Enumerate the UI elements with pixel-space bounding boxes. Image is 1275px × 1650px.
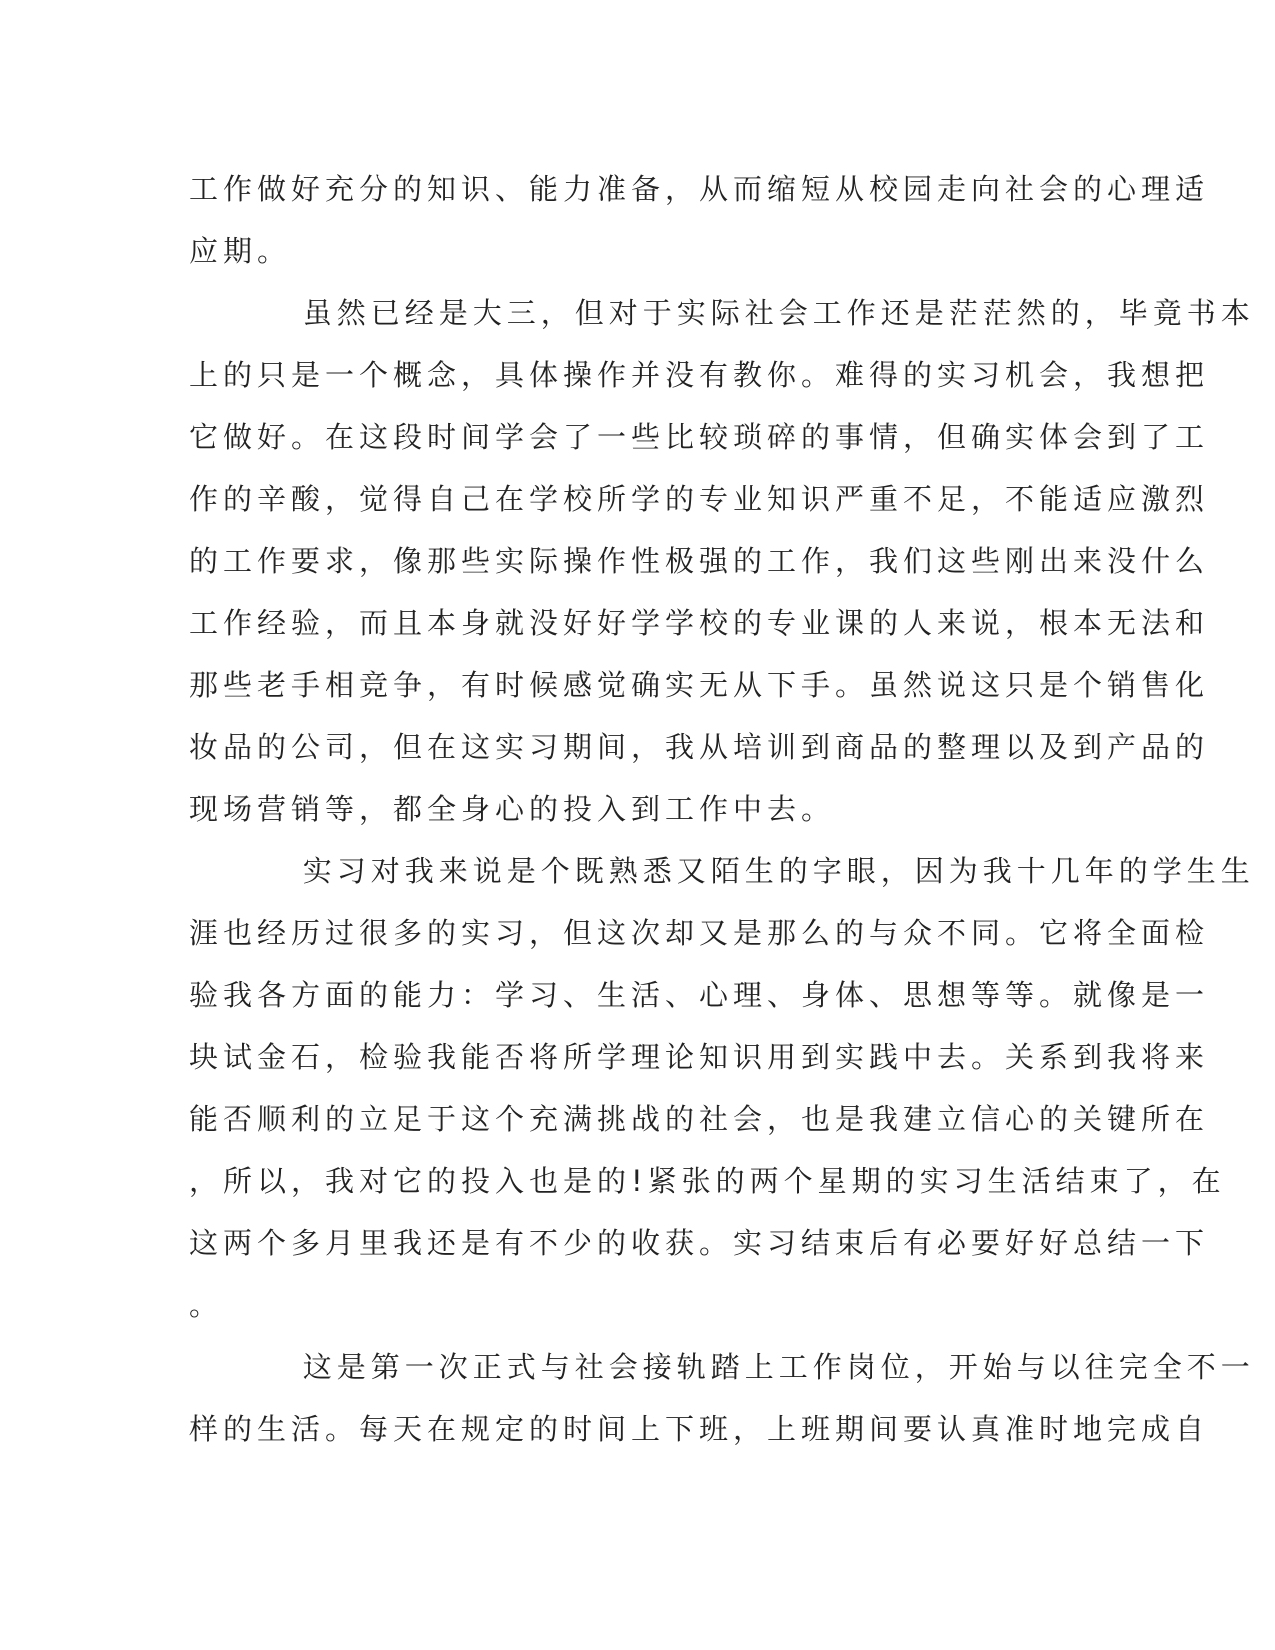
text-line: 工作经验，而且本身就没好好学学校的专业课的人来说，根本无法和 bbox=[189, 606, 1210, 640]
text-line: 现场营销等，都全身心的投入到工作中去。 bbox=[189, 792, 836, 826]
text-line: 涯也经历过很多的实习，但这次却又是那么的与众不同。它将全面检 bbox=[189, 916, 1210, 950]
text-line: 。 bbox=[189, 1288, 224, 1322]
text-line: 那些老手相竞争，有时候感觉确实无从下手。虽然说这只是个销售化 bbox=[189, 668, 1210, 702]
text-line: 验我各方面的能力：学习、生活、心理、身体、思想等等。就像是一 bbox=[189, 978, 1210, 1012]
text-line: 作的辛酸，觉得自己在学校所学的专业知识严重不足，不能适应激烈 bbox=[189, 482, 1210, 516]
text-line: 块试金石，检验我能否将所学理论知识用到实践中去。关系到我将来 bbox=[189, 1040, 1210, 1074]
text-line: 它做好。在这段时间学会了一些比较琐碎的事情，但确实体会到了工 bbox=[189, 420, 1210, 454]
text-line: 这两个多月里我还是有不少的收获。实习结束后有必要好好总结一下 bbox=[189, 1226, 1210, 1260]
text-line: 上的只是一个概念，具体操作并没有教你。难得的实习机会，我想把 bbox=[189, 358, 1210, 392]
text-line: ，所以，我对它的投入也是的!紧张的两个星期的实习生活结束了，在 bbox=[189, 1164, 1226, 1198]
text-line: 实习对我来说是个既熟悉又陌生的字眼，因为我十几年的学生生 bbox=[189, 854, 1255, 888]
document-body bbox=[189, 158, 1255, 1460]
text-line: 的工作要求，像那些实际操作性极强的工作，我们这些刚出来没什么 bbox=[189, 544, 1210, 578]
text-line: 样的生活。每天在规定的时间上下班，上班期间要认真准时地完成自 bbox=[189, 1412, 1210, 1446]
text-line: 妆品的公司，但在这实习期间，我从培训到商品的整理以及到产品的 bbox=[189, 730, 1210, 764]
text-line: 虽然已经是大三，但对于实际社会工作还是茫茫然的，毕竟书本 bbox=[189, 296, 1255, 330]
text-line: 能否顺利的立足于这个充满挑战的社会，也是我建立信心的关键所在 bbox=[189, 1102, 1210, 1136]
text-line: 这是第一次正式与社会接轨踏上工作岗位，开始与以往完全不一 bbox=[189, 1350, 1255, 1384]
text-line: 应期。 bbox=[189, 234, 292, 268]
text-line: 工作做好充分的知识、能力准备，从而缩短从校园走向社会的心理适 bbox=[189, 172, 1210, 206]
